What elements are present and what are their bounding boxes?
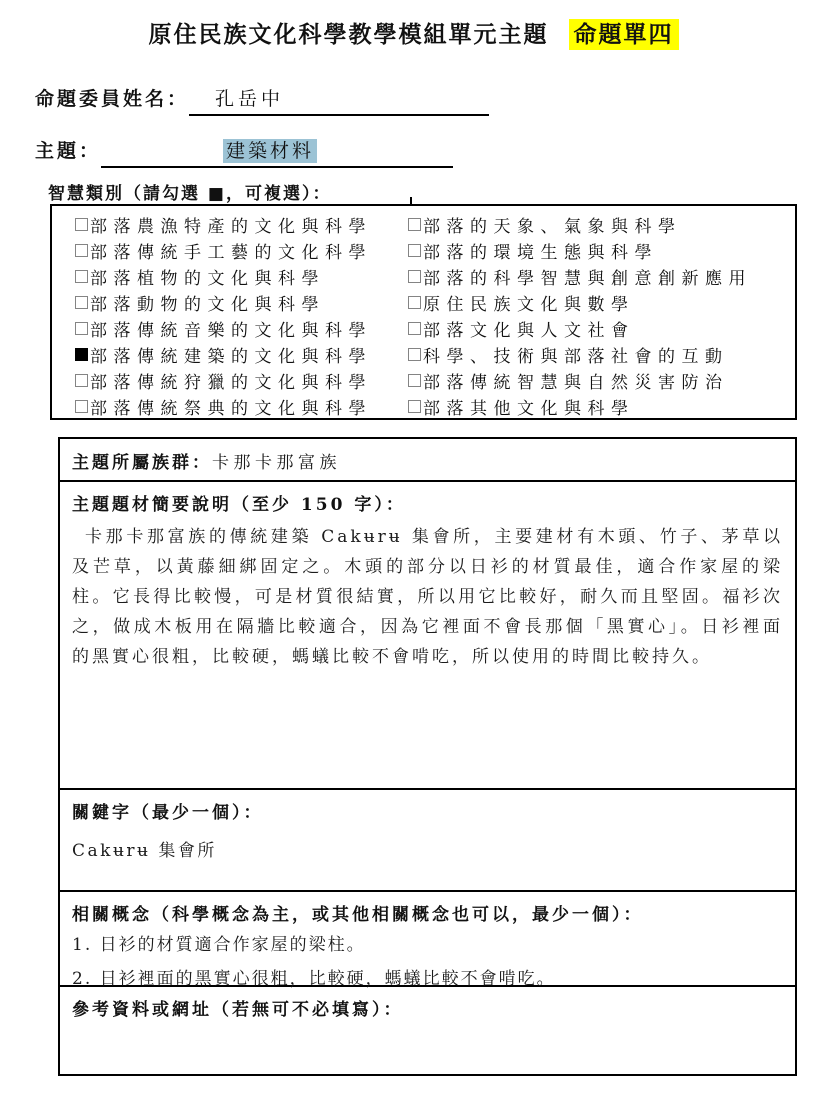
topic-value: 建築材料 <box>223 139 317 163</box>
checkbox-item-ecology[interactable] <box>408 237 752 263</box>
description-label: 主題題材簡要說明（至少 150 字）： <box>72 495 406 515</box>
checkbox-item-hunting[interactable] <box>75 367 372 393</box>
checkbox-item-handicraft[interactable] <box>75 237 372 263</box>
title-highlight: 命題單四 <box>569 19 679 50</box>
checkbox-label: 部落的環境生態與科學 <box>423 242 658 263</box>
checkbox-label: 部落農漁特產的文化與科學 <box>90 216 372 237</box>
checkbox-item-animals[interactable] <box>75 289 372 315</box>
description-row <box>60 480 795 788</box>
checkbox-label: 部落的科學智慧與創意創新應用 <box>423 268 752 289</box>
keywords-label: 關鍵字（最少一個）： <box>72 803 264 823</box>
ethnic-group-value: 卡那卡那富族 <box>212 453 341 473</box>
checkbox-icon[interactable] <box>75 322 88 335</box>
wisdom-category-heading: 智慧類別（請勾選 ■，可複選）： <box>48 184 332 204</box>
page-title <box>0 16 827 49</box>
checkbox-item-disaster-prevention[interactable] <box>408 367 752 393</box>
checkbox-label: 部落其他文化與科學 <box>423 398 635 419</box>
checkbox-item-mathematics[interactable] <box>408 289 752 315</box>
form-table <box>58 437 797 1076</box>
checkbox-label: 部落傳統祭典的文化與科學 <box>90 398 372 419</box>
checkbox-icon[interactable] <box>408 270 421 283</box>
checkbox-label: 部落動物的文化與科學 <box>90 294 325 315</box>
checkbox-item-sts-interaction[interactable] <box>408 341 752 367</box>
checkbox-label: 部落傳統音樂的文化與科學 <box>90 320 372 341</box>
committee-name-field[interactable] <box>189 84 489 116</box>
checkbox-item-agri-fishery[interactable] <box>75 211 372 237</box>
checkbox-item-innovation[interactable] <box>408 263 752 289</box>
description-text: 卡那卡那富族的傳統建築 Cakʉrʉ 集會所，主要建材有木頭、竹子、茅草以及芒草，以黃藤細綁固定之。木頭的部分以日衫的材質最佳，適合作家屋的梁柱。它長得比較慢，可是材質很結實，所以用它比較好，耐久而且堅固。福衫次之，做成木板用在隔牆比較適合，因為它裡面不會長那個「黑實心」。日衫裡面的黑實心很粗，比較硬，螞蟻比較不會啃吃，所以使用的時間比較持久。 <box>72 527 783 667</box>
checkbox-item-architecture[interactable] <box>75 341 372 367</box>
checkbox-icon[interactable] <box>75 270 88 283</box>
checkbox-icon[interactable] <box>408 322 421 335</box>
checkbox-icon[interactable] <box>75 218 88 231</box>
concepts-label: 相關概念（科學概念為主，或其他相關概念也可以，最少一個）： <box>72 905 644 925</box>
checkbox-label: 部落的天象、氣象與科學 <box>423 216 682 237</box>
checkbox-label: 科學、技術與部落社會的互動 <box>423 346 729 367</box>
checkbox-icon[interactable] <box>75 348 88 361</box>
checkbox-icon[interactable] <box>75 244 88 257</box>
page-title-text: 原住民族文化科學教學模組單元主題 <box>148 21 549 48</box>
references-label: 參考資料或網址（若無可不必填寫）： <box>72 1000 404 1020</box>
keywords-row <box>60 788 795 890</box>
ethnic-group-row <box>60 439 795 480</box>
checkbox-icon[interactable] <box>75 400 88 413</box>
checkbox-icon[interactable] <box>408 244 421 257</box>
checkbox-item-music[interactable] <box>75 315 372 341</box>
topic-row <box>35 136 453 168</box>
concepts-row <box>60 890 795 989</box>
ethnic-group-label: 主題所屬族群： <box>72 453 212 473</box>
checkbox-item-astronomy[interactable] <box>408 211 752 237</box>
checkbox-item-plants[interactable] <box>75 263 372 289</box>
wisdom-category-left-column <box>75 211 372 419</box>
checkbox-icon[interactable] <box>408 400 421 413</box>
checkbox-label: 部落傳統手工藝的文化科學 <box>90 242 372 263</box>
wisdom-category-box <box>50 204 797 420</box>
checkbox-icon[interactable] <box>75 374 88 387</box>
checkbox-item-rituals[interactable] <box>75 393 372 419</box>
committee-name-row <box>35 84 489 116</box>
committee-name-value: 孔岳中 <box>215 88 285 110</box>
concept-item-1: 1. 日衫的材質適合作家屋的梁柱。 <box>72 935 366 955</box>
checkbox-item-humanities[interactable] <box>408 315 752 341</box>
checkbox-icon[interactable] <box>75 296 88 309</box>
checkbox-label: 部落傳統狩獵的文化與科學 <box>90 372 372 393</box>
checkbox-icon[interactable] <box>408 348 421 361</box>
checkbox-label: 部落植物的文化與科學 <box>90 268 325 289</box>
checkbox-label: 原住民族文化與數學 <box>423 294 635 315</box>
topic-label: 主題： <box>35 140 102 162</box>
checkbox-label: 部落傳統智慧與自然災害防治 <box>423 372 729 393</box>
checkbox-item-other[interactable] <box>408 393 752 419</box>
checkbox-icon[interactable] <box>408 296 421 309</box>
topic-field[interactable] <box>101 136 453 168</box>
checkbox-label: 部落文化與人文社會 <box>423 320 635 341</box>
wisdom-category-right-column <box>408 211 752 419</box>
checkbox-label: 部落傳統建築的文化與科學 <box>90 346 372 367</box>
keywords-value: Cakʉrʉ 集會所 <box>72 841 217 861</box>
references-row <box>60 985 795 1074</box>
concept-item-2: 2. 日衫裡面的黑實心很粗，比較硬，螞蟻比較不會啃吃。 <box>72 969 556 989</box>
stray-mark <box>410 197 412 204</box>
checkbox-icon[interactable] <box>408 218 421 231</box>
committee-name-label: 命題委員姓名： <box>35 88 190 110</box>
checkbox-icon[interactable] <box>408 374 421 387</box>
